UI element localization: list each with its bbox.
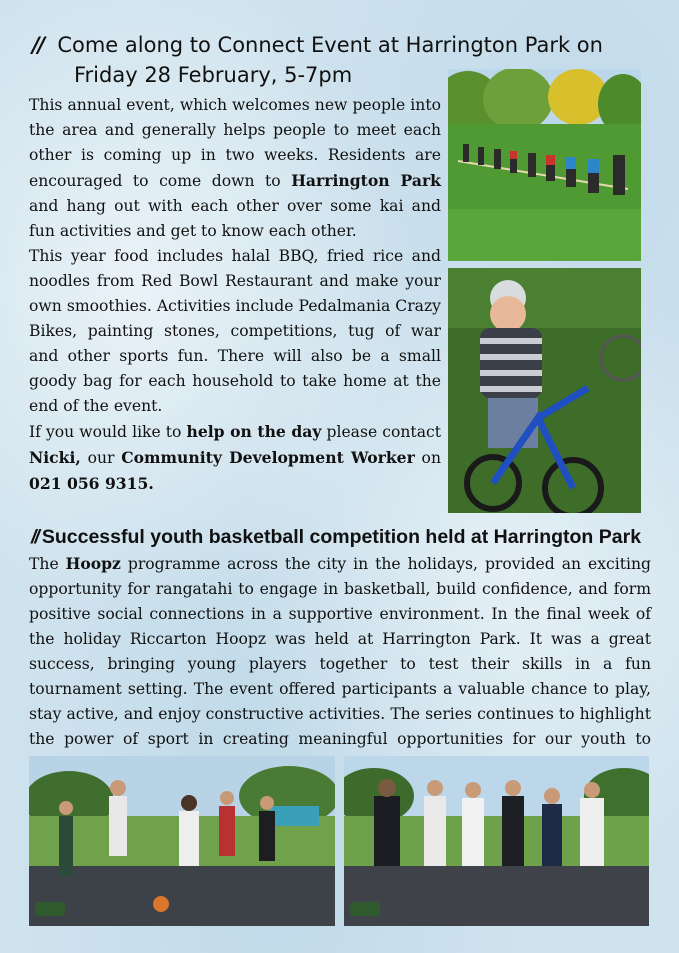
article2-body: The Hoopz programme across the city in the holidays, provided an exciting opportunity for rangatahi to engage in basketball, build confidence, and form positive social connections in a supportive environment. In the final week of the holiday Riccarton Hoopz was held at Harrington Park. It was a great success, bringing young players together to test their skills in a fun tournament setting. The event offered participants a valuable chance to play, stay active, and enjoy constructive activities. The series continues to highlight the power of sport in creating meaningful opportunities for our youth to: [29, 554, 651, 748]
group-team-photo: [344, 756, 649, 926]
article1-paragraph-2: This year food includes halal BBQ, fried rice and noodles from Red Bowl Restaurant and make your own smoothies. Activities include Pedalmania Crazy Bikes, painting stones, competitions, tug of war and other sports fun. There will also be a small goody bag for each household to take home at the end of the event.: [29, 247, 441, 415]
boy-on-bike-photo: [448, 268, 641, 513]
article1-paragraph-3: If you would like to help on the day please contact Nicki, our Community Development Worker on 021 056 9315.: [29, 422, 441, 493]
article2-title: Successful youth basketball competition held at Harrington Park: [41, 526, 642, 548]
article2-heading: [31, 524, 661, 550]
heading-slash-mark: //: [32, 33, 44, 57]
basketball-game-photo: [29, 756, 335, 926]
article1-title-line1: Come along to Connect Event at Harrington Park on: [57, 33, 603, 57]
tug-of-war-photo: [448, 69, 641, 261]
article1-title-line2: Friday 28 February, 5-7pm: [74, 63, 353, 87]
article1-body: [29, 93, 441, 497]
heading-slash-mark: //: [31, 526, 38, 548]
article1-paragraph-1: This annual event, which welcomes new people into the area and generally helps people to meet each other is coming up in two weeks. Residents are encouraged to come down to Harrington Park and hang out with each other over some kai and fun activities and get to know each other.: [29, 96, 441, 240]
